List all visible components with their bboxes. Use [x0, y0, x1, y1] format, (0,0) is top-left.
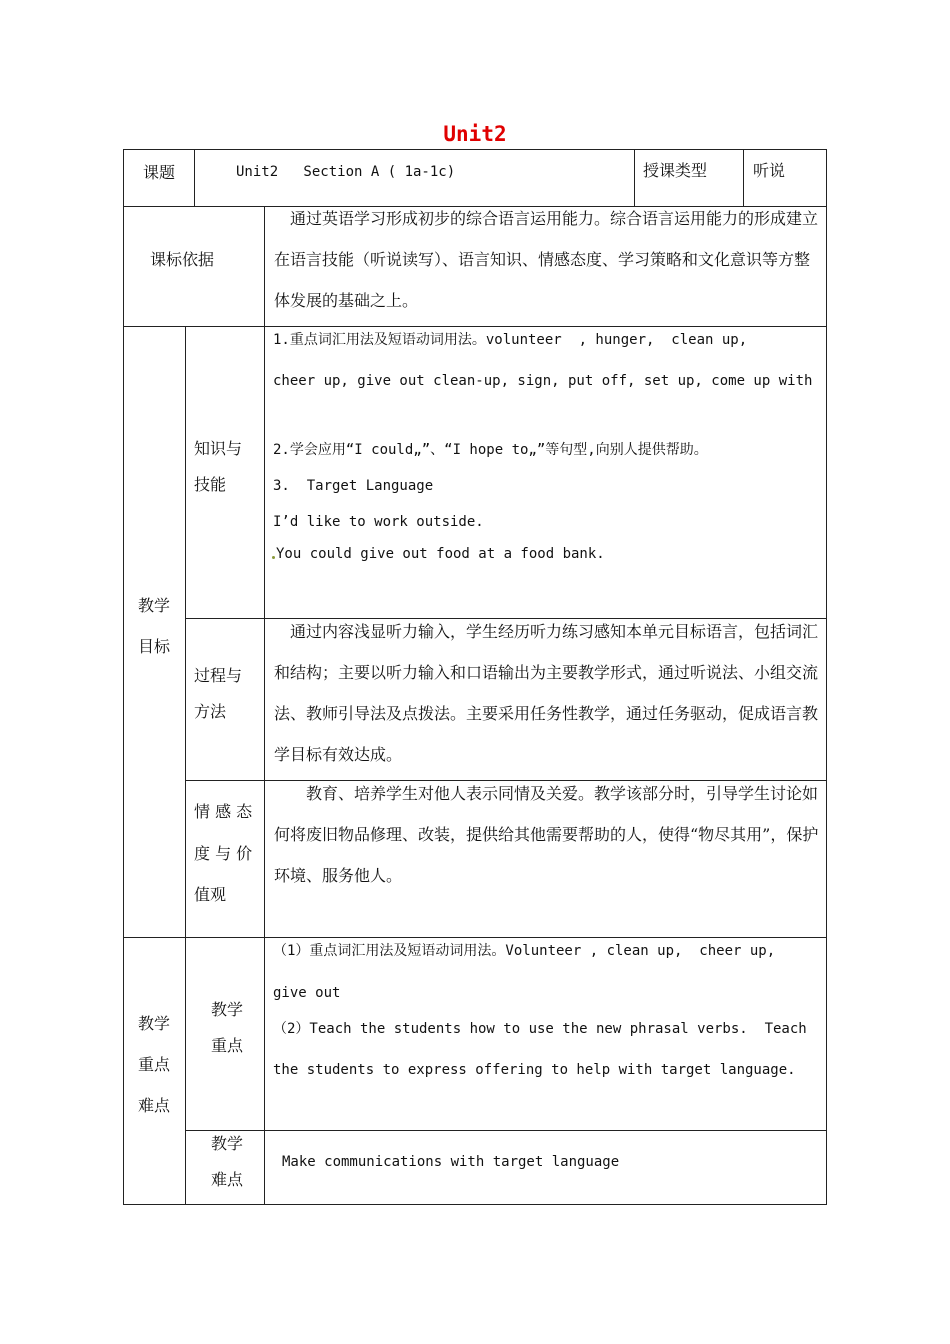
knowledge-line-1: 1.重点词汇用法及短语动词用法。volunteer , hunger, clean up,: [273, 332, 748, 348]
lesson-type-value: 听说: [753, 161, 786, 180]
difficulty-text: Make communications with target language: [282, 1154, 620, 1170]
knowledge-line-2: cheer up, give out clean-up, sign, put off, set up, come up with: [273, 373, 813, 389]
knowledge-label-1: 知识与: [194, 439, 243, 458]
key-label-1: 教学: [211, 1000, 244, 1019]
focus-label-1: 教学: [138, 1014, 171, 1033]
process-text: 通过内容浅显听力输入，学生经历听力练习感知本单元目标语言，包括词汇和结构；主要以听力输入和口语输出为主要教学形式，通过听说法、小组交流法、教师引导法及点拨法。主要采用任务性教学，通过任务驱动，促成语言教学目标有效达成。: [274, 622, 819, 764]
page-title: Unit2: [443, 122, 507, 146]
knowledge-label-2: 技能: [194, 475, 227, 494]
basis-text: 通过英语学习形成初步的综合语言运用能力。综合语言运用能力的形成建立在语言技能（听说读写）、语言知识、情感态度、学习策略和文化意识等方整体发展的基础之上。: [274, 209, 819, 310]
lesson-type-label: 授课类型: [643, 161, 708, 180]
difficulty-label-2: 难点: [211, 1170, 244, 1189]
knowledge-line-6: You could give out food at a food bank.: [276, 546, 605, 562]
key-line-4: the students to express offering to help with target language.: [273, 1062, 796, 1078]
objectives-label-1: 教学: [138, 596, 171, 615]
key-label-2: 重点: [211, 1036, 244, 1055]
topic-label: 课题: [143, 163, 176, 182]
key-line-3: （2）Teach the students how to use the new phrasal verbs. Teach: [273, 1021, 807, 1037]
knowledge-line-5: I’d like to work outside.: [273, 514, 484, 530]
knowledge-line-4: 3. Target Language: [273, 478, 434, 494]
key-line-1: （1）重点词汇用法及短语动词用法。Volunteer , clean up, cheer up,: [273, 943, 776, 959]
objectives-label-2: 目标: [138, 637, 171, 656]
attitude-label-2: 度 与 价: [194, 844, 253, 863]
attitude-text: 教育、培养学生对他人表示同情及关爱。教学该部分时，引导学生讨论如何将废旧物品修理、改装，提供给其他需要帮助的人，使得“物尽其用”，保护环境、服务他人。: [274, 784, 819, 885]
attitude-label-3: 值观: [194, 885, 227, 904]
attitude-label-1: 情 感 态: [194, 802, 253, 821]
difficulty-label-1: 教学: [211, 1134, 244, 1153]
key-line-2: give out: [273, 985, 341, 1001]
margin-mark: [272, 556, 275, 559]
focus-label-2: 重点: [138, 1055, 171, 1074]
knowledge-line-3: 2.学会应用“I could„”、“I hope to„”等句型,向别人提供帮助。: [273, 442, 708, 458]
topic-value: Unit2 Section A ( 1a-1c): [236, 164, 456, 180]
basis-label: 课标依据: [150, 250, 215, 269]
focus-label-3: 难点: [138, 1096, 171, 1115]
process-label-1: 过程与: [194, 666, 243, 685]
process-label-2: 方法: [194, 702, 227, 721]
